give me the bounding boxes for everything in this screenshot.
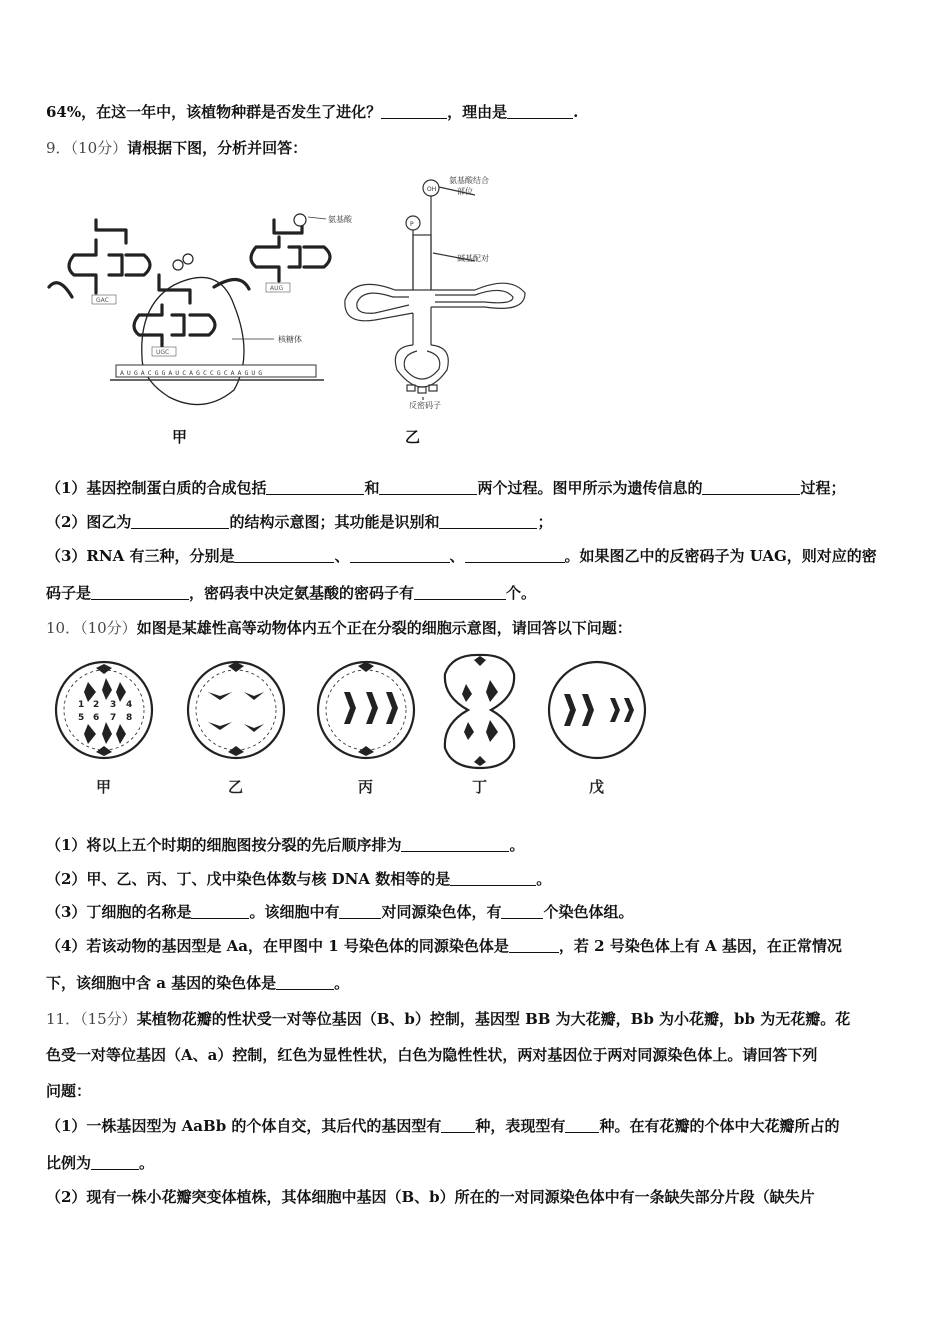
q10-s4b: 下，该细胞中含 a 基因的染色体是 。 (46, 974, 350, 992)
svg-text:8: 8 (126, 713, 133, 723)
answer-blank[interactable] (401, 836, 509, 852)
answer-blank[interactable] (465, 547, 565, 563)
figure-label-yi: 乙 (405, 428, 421, 446)
label-anticodon: 反密码子 (409, 401, 441, 410)
anticodon-label: AUG (270, 285, 284, 292)
answer-blank[interactable] (339, 903, 381, 919)
label-binding-site-2: 部位 (457, 187, 473, 196)
q10-header: 10．（10分）如图是某雄性高等动物体内五个正在分裂的细胞示意图，请回答以下问题： (46, 619, 632, 637)
q11-s1: （1）一株基因型为 AaBb 的个体自交，其后代的基因型有 种，表现型有 种。在有花瓣的个体中大花瓣所占的 (46, 1117, 840, 1135)
svg-text:7: 7 (110, 713, 117, 723)
svg-text:3: 3 (110, 700, 117, 710)
answer-blank[interactable] (91, 1154, 139, 1170)
q10-s1: （1）将以上五个时期的细胞图按分裂的先后顺序排为 。 (46, 836, 525, 854)
p-label: P (410, 221, 414, 228)
figure-translation (44, 175, 352, 445)
answer-blank[interactable] (509, 937, 559, 953)
anticodon-label: UGC (156, 349, 170, 356)
label-binding-site: 氨基酸结合 (449, 176, 489, 185)
answer-blank[interactable] (91, 584, 189, 600)
q11-s1b: 比例为 。 (46, 1154, 155, 1172)
q11-line3: 问题： (46, 1082, 92, 1100)
cell-label-ding: 丁 (472, 778, 488, 796)
cell-label-wu: 戊 (589, 778, 605, 796)
answer-blank[interactable] (441, 1117, 475, 1133)
answer-blank[interactable] (565, 1117, 599, 1133)
q10-s2: （2）甲、乙、丙、丁、戊中染色体数与核 DNA 数相等的是 。 (46, 870, 552, 888)
label-amino-acid: 氨基酸 (328, 215, 352, 224)
figure-cells (48, 652, 658, 802)
q11-line2: 色受一对等位基因（A、a）控制，红色为显性性状，白色为隐性性状，两对基因位于两对同源染色体上。请回答下列 (46, 1046, 818, 1064)
answer-blank[interactable] (276, 974, 334, 990)
label-ribosome: 核糖体 (278, 335, 302, 344)
answer-blank[interactable] (414, 584, 506, 600)
svg-text:2: 2 (93, 700, 100, 710)
oh-label: OH (427, 186, 437, 193)
answer-blank[interactable] (501, 903, 543, 919)
answer-blank[interactable] (191, 903, 249, 919)
label-base-pairing: 碱基配对 (457, 254, 489, 263)
q9-header: 9．（10分）请根据下图，分析并回答： (46, 139, 308, 157)
svg-text:6: 6 (93, 713, 100, 723)
q9-s1: （1）基因控制蛋白质的合成包括 和 两个过程。图甲所示为遗传信息的 过程； (46, 479, 846, 497)
anticodon-label: GAC (96, 297, 109, 304)
svg-text:5: 5 (78, 713, 85, 723)
svg-text:4: 4 (126, 700, 133, 710)
answer-blank[interactable] (450, 870, 536, 886)
q11-header: 11．（15分）某植物花瓣的性状受一对等位基因（B、b）控制，基因型 BB 为大花瓣，Bb 为小花瓣，bb 为无花瓣。花 (46, 1010, 851, 1028)
answer-blank[interactable] (234, 547, 334, 563)
answer-blank[interactable] (379, 479, 477, 495)
prev-question-line: 64%，在这一年中，该植物种群是否发生了进化？ ，理由是 . (46, 103, 579, 121)
q9-s2: （2）图乙为 的结构示意图；其功能是识别和 ； (46, 513, 553, 531)
answer-blank[interactable] (350, 547, 450, 563)
cell-label-bing: 丙 (358, 778, 374, 796)
q10-s4: （4）若该动物的基因型是 Aa，在甲图中 1 号染色体的同源染色体是 ，若 2 号染色体上有 A 基因，在正常情况 (46, 937, 842, 955)
cell-label-yi: 乙 (228, 778, 244, 796)
answer-blank[interactable] (702, 479, 800, 495)
cell-label-jia: 甲 (96, 778, 112, 796)
q11-s2: （2）现有一株小花瓣突变体植株，其体细胞中基因（B、b）所在的一对同源染色体中有一条缺失部分片段（缺失片 (46, 1188, 815, 1206)
answer-blank[interactable] (266, 479, 364, 495)
q10-s3: （3）丁细胞的名称是 。该细胞中有 对同源染色体，有 个染色体组。 (46, 903, 634, 921)
answer-blank[interactable] (439, 513, 537, 529)
svg-text:1: 1 (78, 700, 85, 710)
answer-blank[interactable] (507, 103, 573, 119)
q9-s3b: 码子是 ，密码表中决定氨基酸的密码子有 个。 (46, 584, 537, 602)
answer-blank[interactable] (381, 103, 447, 119)
q9-s3: （3）RNA 有三种，分别是 、 、 。如果图乙中的反密码子为 UAG，则对应的密 (46, 547, 877, 565)
mrna-sequence: AUGACGGAUCAGCCGCAAGUG (120, 369, 266, 377)
figure-trna (335, 175, 540, 420)
answer-blank[interactable] (131, 513, 229, 529)
figure-label-jia: 甲 (172, 428, 188, 446)
